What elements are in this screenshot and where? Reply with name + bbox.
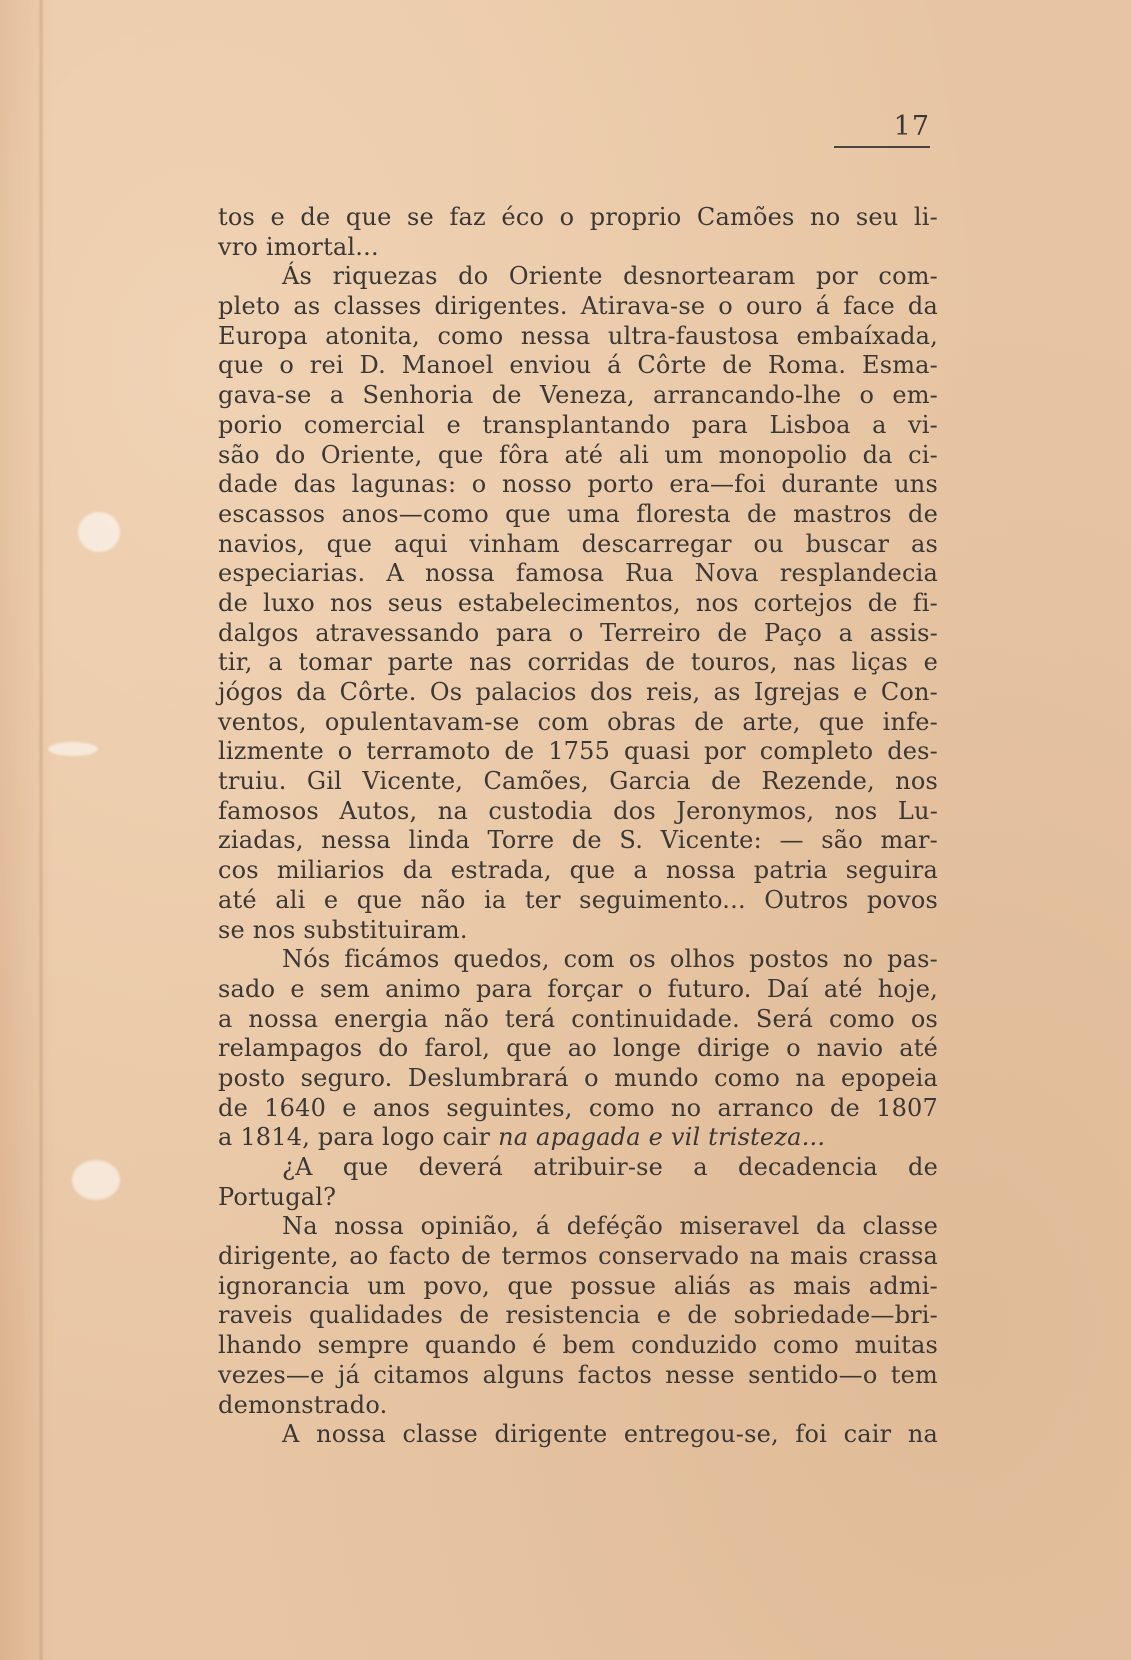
text-line (218, 411, 938, 441)
text-line (218, 767, 938, 797)
text-line-content: A nossa classe dirigente entregou-se, foi cair na (282, 1420, 938, 1449)
text-line-content: famosos Autos, na custodia dos Jeronymos, nos Lu- (218, 796, 938, 825)
text-line (218, 1242, 938, 1272)
text-line (218, 1301, 938, 1331)
text-line-content: são do Oriente, que fôra até ali um monopolio da ci- (218, 440, 938, 469)
text-line-content: Europa atonita, como nessa ultra-faustosa embaíxada, (218, 321, 938, 350)
text-line-content: dirigente, ao facto de termos conservado na mais crassa (218, 1242, 938, 1271)
text-line (218, 1331, 938, 1361)
text-line (218, 1153, 938, 1183)
text-line (218, 1361, 938, 1391)
body-text (218, 203, 938, 1450)
text-line-content: navios, que aqui vinham descarregar ou buscar as (218, 529, 938, 558)
text-line-content: que o rei D. Manoel enviou á Côrte de Roma. Esma- (218, 351, 938, 380)
text-line-content: a nossa energia não terá continuidade. Será como os (218, 1004, 938, 1033)
text-line (218, 737, 938, 767)
text-line (218, 856, 938, 886)
text-line-content: escassos anos—como que uma floresta de mastros de (218, 499, 938, 528)
text-line-content: a 1814, para logo cair (218, 1123, 499, 1152)
text-line-content: truiu. Gil Vicente, Camões, Garcia de Rezende, nos (218, 767, 938, 796)
text-line (218, 500, 938, 530)
text-line (218, 530, 938, 560)
text-line-content: Nós ficámos quedos, com os olhos postos no pas- (282, 945, 938, 974)
text-line-content: Portugal? (218, 1182, 337, 1211)
text-line (218, 916, 938, 946)
binding-edge (38, 0, 44, 1660)
text-line (218, 945, 938, 975)
text-line-content: cos miliarios da estrada, que a nossa patria seguira (218, 856, 938, 885)
text-line-content: de luxo nos seus estabelecimentos, nos cortejos de fi- (218, 588, 938, 617)
text-line (218, 1212, 938, 1242)
text-line-content: relampagos do farol, que ao longe dirige o navio até (218, 1034, 938, 1063)
paper-stain (78, 512, 120, 552)
text-line (218, 589, 938, 619)
text-line-content: demonstrado. (218, 1390, 388, 1419)
text-line (218, 351, 938, 381)
text-line-content: tir, a tomar parte nas corridas de touros, nas liças e (218, 648, 938, 677)
text-line-content: tos e de que se faz éco o proprio Camões no seu li- (218, 203, 938, 231)
page-number-rule (834, 146, 930, 148)
text-line-content: Ás riquezas do Oriente desnortearam por com- (282, 262, 938, 291)
text-line-content: vezes—e já citamos alguns factos nesse sentido—o tem (218, 1360, 938, 1389)
text-line (218, 1420, 938, 1450)
text-line (218, 559, 938, 589)
text-line (218, 1094, 938, 1124)
text-line (218, 886, 938, 916)
text-line-content: lizmente o terramoto de 1755 quasi por completo des- (218, 737, 938, 766)
text-line (218, 619, 938, 649)
text-line-content: ziadas, nessa linda Torre de S. Vicente: — são mar- (218, 826, 938, 855)
text-line-content: de 1640 e anos seguintes, como no arranco de 1807 (218, 1093, 938, 1122)
text-line (218, 797, 938, 827)
text-line (218, 708, 938, 738)
text-line (218, 441, 938, 471)
text-line-content: ¿A que deverá atribuir-se a decadencia de (282, 1153, 938, 1181)
text-line (218, 1064, 938, 1094)
text-line (218, 233, 938, 263)
text-line-content: jógos da Côrte. Os palacios dos reis, as Igrejas e Con- (218, 678, 938, 706)
text-line (218, 1005, 938, 1035)
text-line (218, 203, 938, 233)
text-line (218, 262, 938, 292)
text-line (218, 826, 938, 856)
text-line-italic: na apagada e vil tristeza... (498, 1123, 826, 1152)
text-line (218, 1272, 938, 1302)
text-line-content: ignorancia um povo, que possue aliás as mais admi- (218, 1271, 938, 1300)
text-line-content: ventos, opulentavam-se com obras de arte, que infe- (218, 707, 938, 736)
text-line-content: raveis qualidades de resistencia e de sobriedade—bri- (218, 1301, 938, 1330)
page-number: 17 (893, 111, 930, 142)
text-line-content: gava-se a Senhoria de Veneza, arrancando-lhe o em- (218, 381, 938, 410)
text-line-content: especiarias. A nossa famosa Rua Nova resplandecia (218, 559, 938, 588)
text-line (218, 1183, 938, 1213)
text-line (218, 678, 938, 708)
text-line (218, 292, 938, 322)
text-line (218, 1034, 938, 1064)
text-line-content: até ali e que não ia ter seguimento... Outros povos (218, 885, 938, 914)
text-line-content: pleto as classes dirigentes. Atirava-se o ouro á face da (218, 292, 938, 321)
text-line (218, 1391, 938, 1421)
text-line (218, 648, 938, 678)
text-line-content: lhando sempre quando é bem conduzido como muitas (218, 1331, 938, 1360)
text-line-content: se nos substituiram. (218, 915, 468, 944)
text-line-content: vro imortal... (218, 232, 379, 261)
text-line (218, 381, 938, 411)
text-line (218, 470, 938, 500)
paper-stain (72, 1160, 120, 1200)
text-line-content: posto seguro. Deslumbrará o mundo como na epopeia (218, 1063, 938, 1092)
text-line (218, 975, 938, 1005)
text-line (218, 1123, 938, 1153)
text-line-content: dade das lagunas: o nosso porto era—foi durante uns (218, 470, 938, 499)
text-line-content: porio comercial e transplantando para Lisboa a vi- (218, 410, 938, 439)
text-line-content: sado e sem animo para forçar o futuro. Daí até hoje, (218, 974, 938, 1003)
text-line-content: dalgos atravessando para o Terreiro de Paço a assis- (218, 618, 938, 647)
text-line-content: Na nossa opinião, á deféção miseravel da classe (282, 1212, 938, 1241)
paper-stain (48, 742, 98, 756)
text-line (218, 322, 938, 352)
